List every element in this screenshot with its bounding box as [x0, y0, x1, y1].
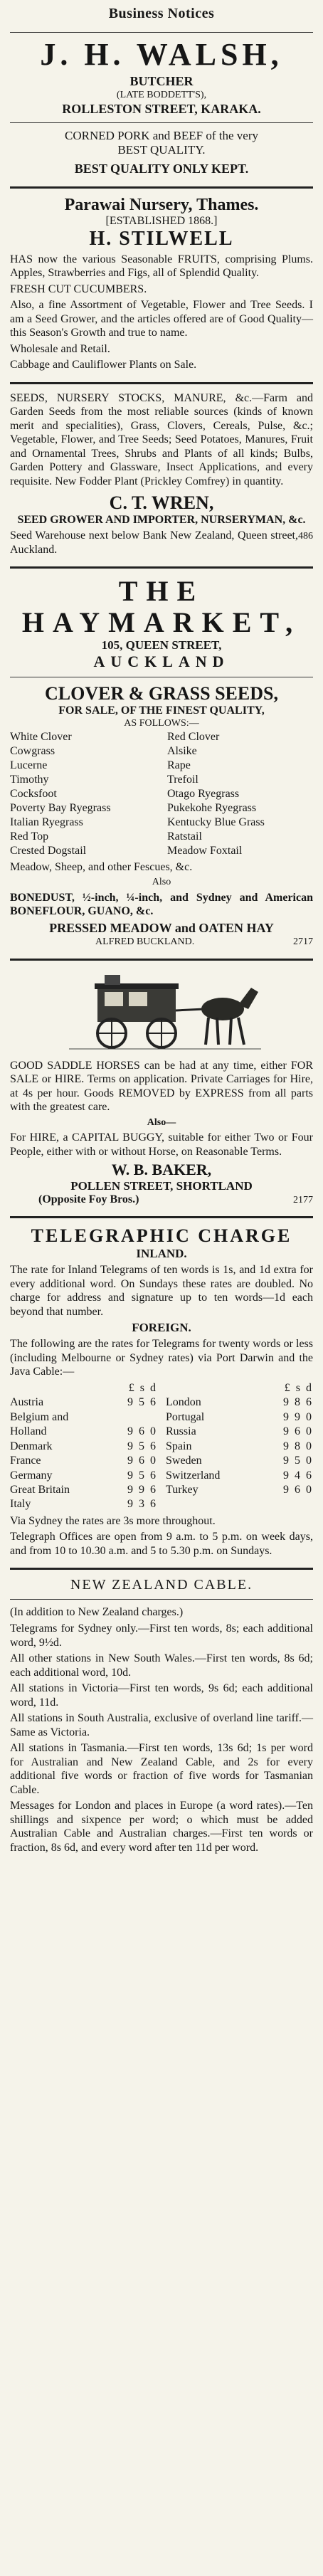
rate-value: 9 9 0 [283, 1410, 313, 1423]
divider [10, 32, 313, 33]
walsh-line3: BEST QUALITY ONLY KEPT. [74, 161, 249, 176]
rate-row [10, 1410, 157, 1425]
rate-country: Switzerland [166, 1469, 221, 1482]
rate-value: 9 6 0 [127, 1425, 157, 1438]
rate-country: Germany [10, 1469, 53, 1482]
rate-country: Sweden [166, 1455, 202, 1467]
telegraph-sydney: Via Sydney the rates are 3s more throughout. [10, 1514, 216, 1527]
rate-value: 9 5 6 [127, 1440, 157, 1452]
rate-country: Austria [10, 1396, 44, 1409]
divider [10, 959, 313, 961]
walsh-line1: CORNED PORK and BEEF of the very [65, 128, 258, 142]
rate-value: 9 4 6 [283, 1469, 313, 1482]
cable-paragraph: All stations in Tasmania.—First ten words, 13s 6d; 1s per word for Australian and New Zealand Cable, and 2s for every additional five words or fraction of five words for Tasmanian Cable. [10, 1742, 313, 1796]
rate-country: Great Britain [10, 1483, 70, 1496]
rate-left-col [10, 1381, 157, 1512]
rate-value: 9 8 6 [283, 1396, 313, 1409]
divider [10, 186, 313, 189]
rate-value: 9 5 6 [127, 1396, 157, 1409]
telegraph-notice [10, 1225, 313, 1558]
rate-row [10, 1469, 157, 1483]
seed-item: Otago Ryegrass [167, 787, 240, 800]
seed-item: Pukekohe Ryegrass [167, 801, 257, 814]
seed-item: Meadow Foxtail [167, 844, 243, 857]
wren-advert [10, 391, 313, 557]
rate-country: France [10, 1455, 41, 1467]
walsh-line2: BEST QUALITY. [117, 142, 206, 157]
rate-country: Belgium and [10, 1410, 69, 1423]
rate-row [10, 1454, 157, 1468]
telegraph-hours: Telegraph Offices are open from 9 a.m. to 5 p.m. on week days, and from 10 to 10.30 a.m. and 5 to 5.30 p.m. on Sundays. [10, 1531, 313, 1557]
seed-item: Ratstail [167, 830, 202, 843]
divider [10, 1568, 313, 1570]
seed-item: Cowgrass [10, 744, 55, 757]
rate-row [10, 1395, 157, 1410]
baker-advert [10, 968, 313, 1207]
coach-illustration [10, 968, 313, 1053]
haymarket-sig: ALFRED BUCKLAND. [95, 936, 195, 947]
rate-row [166, 1483, 313, 1497]
rate-value: 9 9 6 [127, 1483, 157, 1496]
rate-country: Italy [10, 1498, 31, 1511]
seed-item: Red Clover [167, 730, 220, 743]
rate-row [166, 1454, 313, 1468]
coach-and-horse-icon [55, 968, 268, 1053]
seed-list [10, 730, 313, 858]
cable-notice [10, 1577, 313, 1854]
divider [10, 566, 313, 569]
cable-paragraph: All stations in South Australia, exclusive of overland line tariff.—Same as Victoria. [10, 1712, 313, 1738]
haymarket-bone: BONEDUST, ½-inch, ¼-inch, and Sydney and American BONEFLOUR, GUANO, &c. [10, 891, 313, 918]
parawai-est: [ESTABLISHED 1868.] [105, 214, 218, 227]
seed-item: Red Top [10, 830, 49, 843]
seed-item: Timothy [10, 773, 49, 786]
seed-item: Italian Ryegrass [10, 815, 83, 828]
haymarket-num: 2717 [293, 936, 313, 947]
rate-country: Spain [166, 1440, 192, 1452]
cable-title: NEW ZEALAND CABLE. [70, 1577, 253, 1593]
cable-paragraph: Telegrams for Sydney only.—First ten words, 8s; each additional word, 9½d. [10, 1622, 313, 1649]
rate-value: 9 6 0 [283, 1425, 313, 1438]
rate-row [166, 1410, 313, 1425]
cable-paragraph: All stations in Victoria—First ten words, 9s 6d; each additional word, 11d. [10, 1682, 313, 1709]
seed-item: Trefoil [167, 773, 198, 786]
telegraph-inland: INLAND. [136, 1247, 187, 1261]
seed-item: Lucerne [10, 759, 48, 771]
walsh-late: (LATE BODDETT'S), [116, 90, 207, 101]
seed-right-col [167, 730, 313, 858]
rate-country: Denmark [10, 1440, 53, 1452]
rate-value: 9 3 6 [127, 1498, 157, 1511]
rate-value: 9 6 0 [127, 1455, 157, 1467]
rate-row [166, 1469, 313, 1483]
haymarket-also: Also [152, 877, 171, 888]
baker-also: Also— [147, 1117, 176, 1128]
divider [10, 382, 313, 384]
parawai-name: H. STILWELL [89, 227, 234, 250]
baker-opp: (Opposite Foy Bros.) [38, 1193, 139, 1206]
rate-country: Turkey [166, 1483, 198, 1496]
wren-body: SEEDS, NURSERY STOCKS, MANURE, &c.—Farm and Garden Seeds from the most reliable sources (kinds of known merit and specialities), Grass, Clovers, Cereals, Pulse, &c.; Vegetable, Flower, and Tree Seeds; Seed Potatoes, Manures, Fruit and Ornamental Trees, Shrubs and Plants of all kinds; Bulbs, Garden Pottery and Glassware, Insect Applications, and every requisite. New Fodder Plant (Prickley Comfrey) in quantity. [10, 391, 313, 487]
wren-address: Seed Warehouse next below Bank New Zealand, Queen street, Auckland. [10, 529, 298, 556]
haymarket-sig-row [10, 936, 313, 949]
haymarket-pressed: PRESSED MEADOW and OATEN HAY [49, 921, 274, 935]
wren-name: C. T. WREN, [109, 492, 214, 514]
cable-paragraph: (In addition to New Zealand charges.) [10, 1606, 184, 1619]
parawai-advert [10, 196, 313, 372]
wren-num: 486 [298, 531, 313, 542]
baker-body2: For HIRE, a CAPITAL BUGGY, suitable for either Two or Four People, either with or without Horse, on Reasonable Terms. [10, 1131, 313, 1158]
cable-body [10, 1605, 313, 1854]
divider [10, 122, 313, 123]
haymarket-heading: CLOVER & GRASS SEEDS, [45, 683, 278, 704]
walsh-advert [10, 38, 313, 176]
rate-row [10, 1425, 157, 1439]
walsh-address: ROLLESTON STREET, KARAKA. [62, 101, 261, 116]
rate-row [10, 1497, 157, 1511]
divider [10, 1599, 313, 1600]
parawai-title: Parawai Nursery, Thames. [64, 195, 259, 214]
haymarket-city: AUCKLAND [93, 653, 230, 671]
telegraph-body1: The rate for Inland Telegrams of ten words is 1s, and 1d extra for every additional word. On Sundays these rates are doubled. No charge for address and signature up to ten words—1d each beyond that number. [10, 1264, 313, 1318]
cable-paragraph: All other stations in New South Wales.—First ten words, 8s 6d; each additional word, 10d. [10, 1652, 313, 1679]
rate-row [10, 1483, 157, 1497]
wren-address-row [10, 529, 313, 556]
rate-value: 9 5 0 [283, 1455, 313, 1467]
rate-value: 9 6 0 [283, 1483, 313, 1496]
baker-body1: GOOD SADDLE HORSES can be had at any time, either FOR SALE or HIRE. Terms on application. Private Carriages for Hire, at 4s per hour. Goods REMOVED by EXPRESS from all parts with the greatest care. [10, 1059, 313, 1114]
seed-left-col [10, 730, 156, 858]
rate-country: Holland [10, 1425, 47, 1438]
walsh-occupation: BUTCHER [129, 74, 194, 89]
parawai-body5: Cabbage and Cauliflower Plants on Sale. [10, 359, 197, 371]
haymarket-meadow: Meadow, Sheep, and other Fescues, &c. [10, 860, 193, 873]
baker-num: 2177 [293, 1195, 313, 1206]
rate-value: 9 5 6 [127, 1469, 157, 1482]
rate-country: London [166, 1396, 201, 1409]
parawai-body2: FRESH CUT CUCUMBERS. [10, 283, 147, 295]
telegraph-foreign: FOREIGN. [132, 1321, 191, 1335]
wren-title: SEED GROWER AND IMPORTER, NURSERYMAN, &c. [17, 514, 306, 527]
haymarket-title: THE HAYMARKET, [21, 575, 302, 639]
currency-header: £ s d [128, 1381, 157, 1394]
seed-item: Rape [167, 759, 191, 771]
parawai-body4: Wholesale and Retail. [10, 342, 110, 355]
haymarket-follows: AS FOLLOWS:— [124, 718, 199, 729]
rate-row [166, 1440, 313, 1454]
parawai-body1: HAS now the various Seasonable FRUITS, comprising Plums. Apples, Strawberries and Figs, all of Splendid Quality. [10, 253, 313, 280]
rate-table [10, 1381, 313, 1512]
baker-name: W. B. BAKER, [111, 1161, 212, 1179]
rate-row [166, 1425, 313, 1439]
seed-item: White Clover [10, 730, 72, 743]
telegraph-body2: The following are the rates for Telegrams for twenty words or less (including Melbourne or Sydney rates) via Port Darwin and the Java Cable:— [10, 1338, 313, 1378]
section-header: Business Notices [108, 6, 215, 21]
seed-item: Cocksfoot [10, 787, 57, 800]
haymarket-advert [10, 576, 313, 948]
seed-item: Crested Dogstail [10, 844, 87, 857]
parawai-body3: Also, a fine Assortment of Vegetable, Flower and Tree Seeds. I am a Seed Grower, and the articles offered are of Good Quality—this Season's Growth and true to name. [10, 299, 313, 339]
baker-address: POLLEN STREET, SHORTLAND [70, 1179, 253, 1193]
rate-value: 9 8 0 [283, 1440, 313, 1452]
walsh-name: J. H. WALSH, [40, 37, 283, 72]
rate-country: Portugal [166, 1410, 205, 1423]
seed-item: Alsike [167, 744, 197, 757]
divider [10, 1216, 313, 1218]
seed-item: Poverty Bay Ryegrass [10, 801, 111, 814]
haymarket-address: 105, QUEEN STREET, [101, 638, 222, 653]
currency-header: £ s d [284, 1381, 313, 1394]
rate-row [166, 1395, 313, 1410]
cable-paragraph: Messages for London and places in Europe (a word rates).—Ten shillings and sixpence per word; o which must be added Australian Cable and Australian charges.—First ten words or fraction, 8s 6d, and every word after ten 11d per word. [10, 1800, 313, 1854]
rate-right-col [166, 1381, 313, 1512]
rate-country: Russia [166, 1425, 196, 1438]
rate-row [10, 1440, 157, 1454]
haymarket-sub: FOR SALE, OF THE FINEST QUALITY, [58, 704, 265, 717]
telegraph-title: TELEGRAPHIC CHARGE [31, 1225, 292, 1247]
baker-opp-row [10, 1193, 313, 1206]
seed-item: Kentucky Blue Grass [167, 815, 265, 828]
